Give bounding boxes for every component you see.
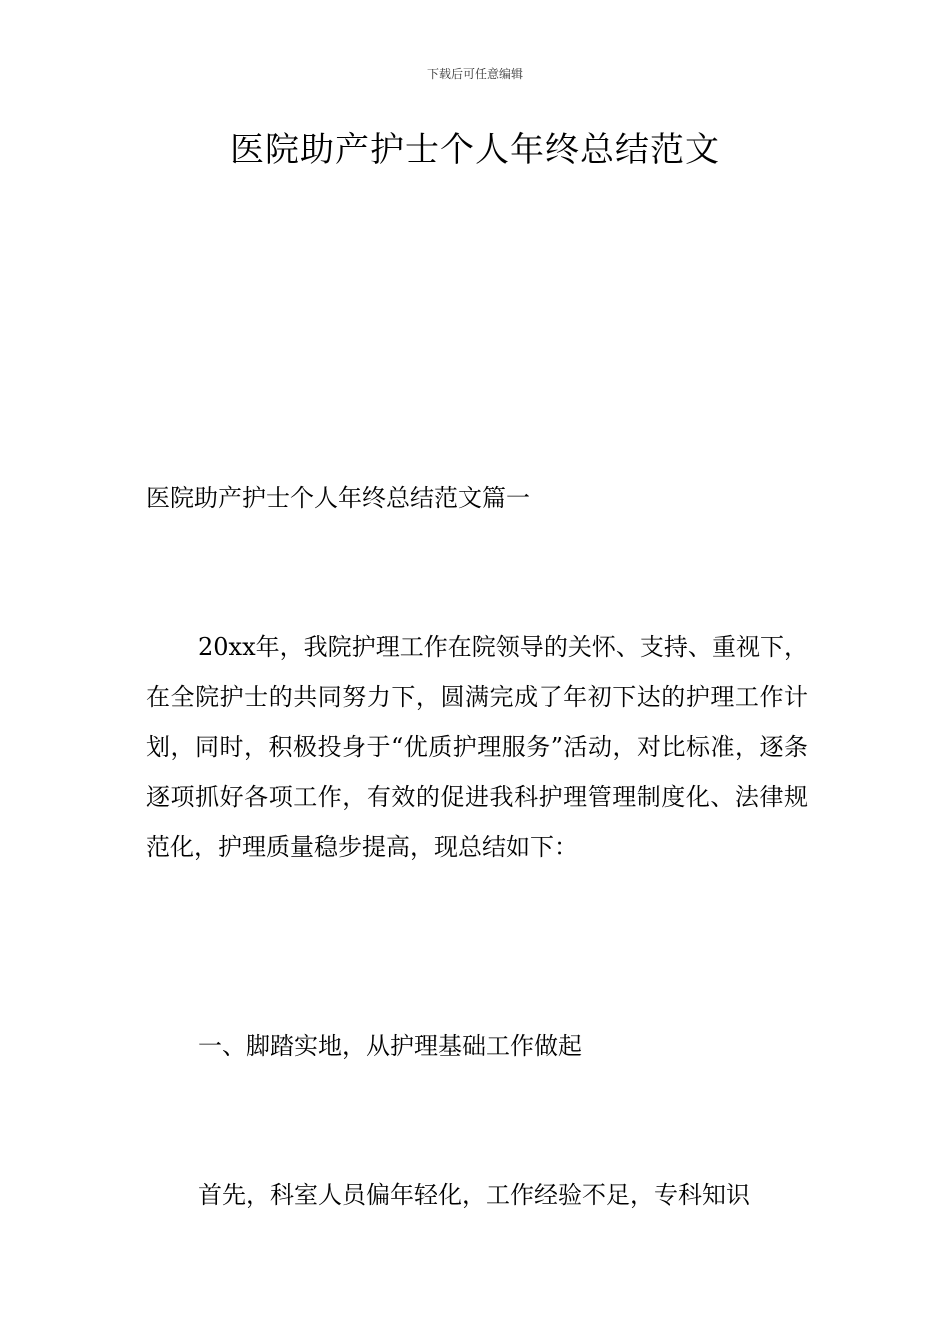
document-title: 医院助产护士个人年终总结范文 xyxy=(230,130,720,170)
header-note: 下载后可任意编辑 xyxy=(426,67,523,81)
body-paragraph-1: 20xx年，我院护理工作在院领导的关怀、支持、重视下，在全院护士的共同努力下，圆满完成了年初下达的护理工作计划，同时，积极投身于“优质护理服务”活动，对比标准，逐条逐项抓好各项工作，有效的促进我科护理管理制度化、法律规范化，护理质量稳步提高，现总结如下： xyxy=(146,633,808,861)
body-paragraph-2: 首先，科室人员偏年轻化，工作经验不足，专科知识 xyxy=(198,1181,750,1209)
section-title: 医院助产护士个人年终总结范文篇一 xyxy=(146,484,530,512)
subheading-1: 一、脚踏实地，从护理基础工作做起 xyxy=(198,1032,582,1060)
